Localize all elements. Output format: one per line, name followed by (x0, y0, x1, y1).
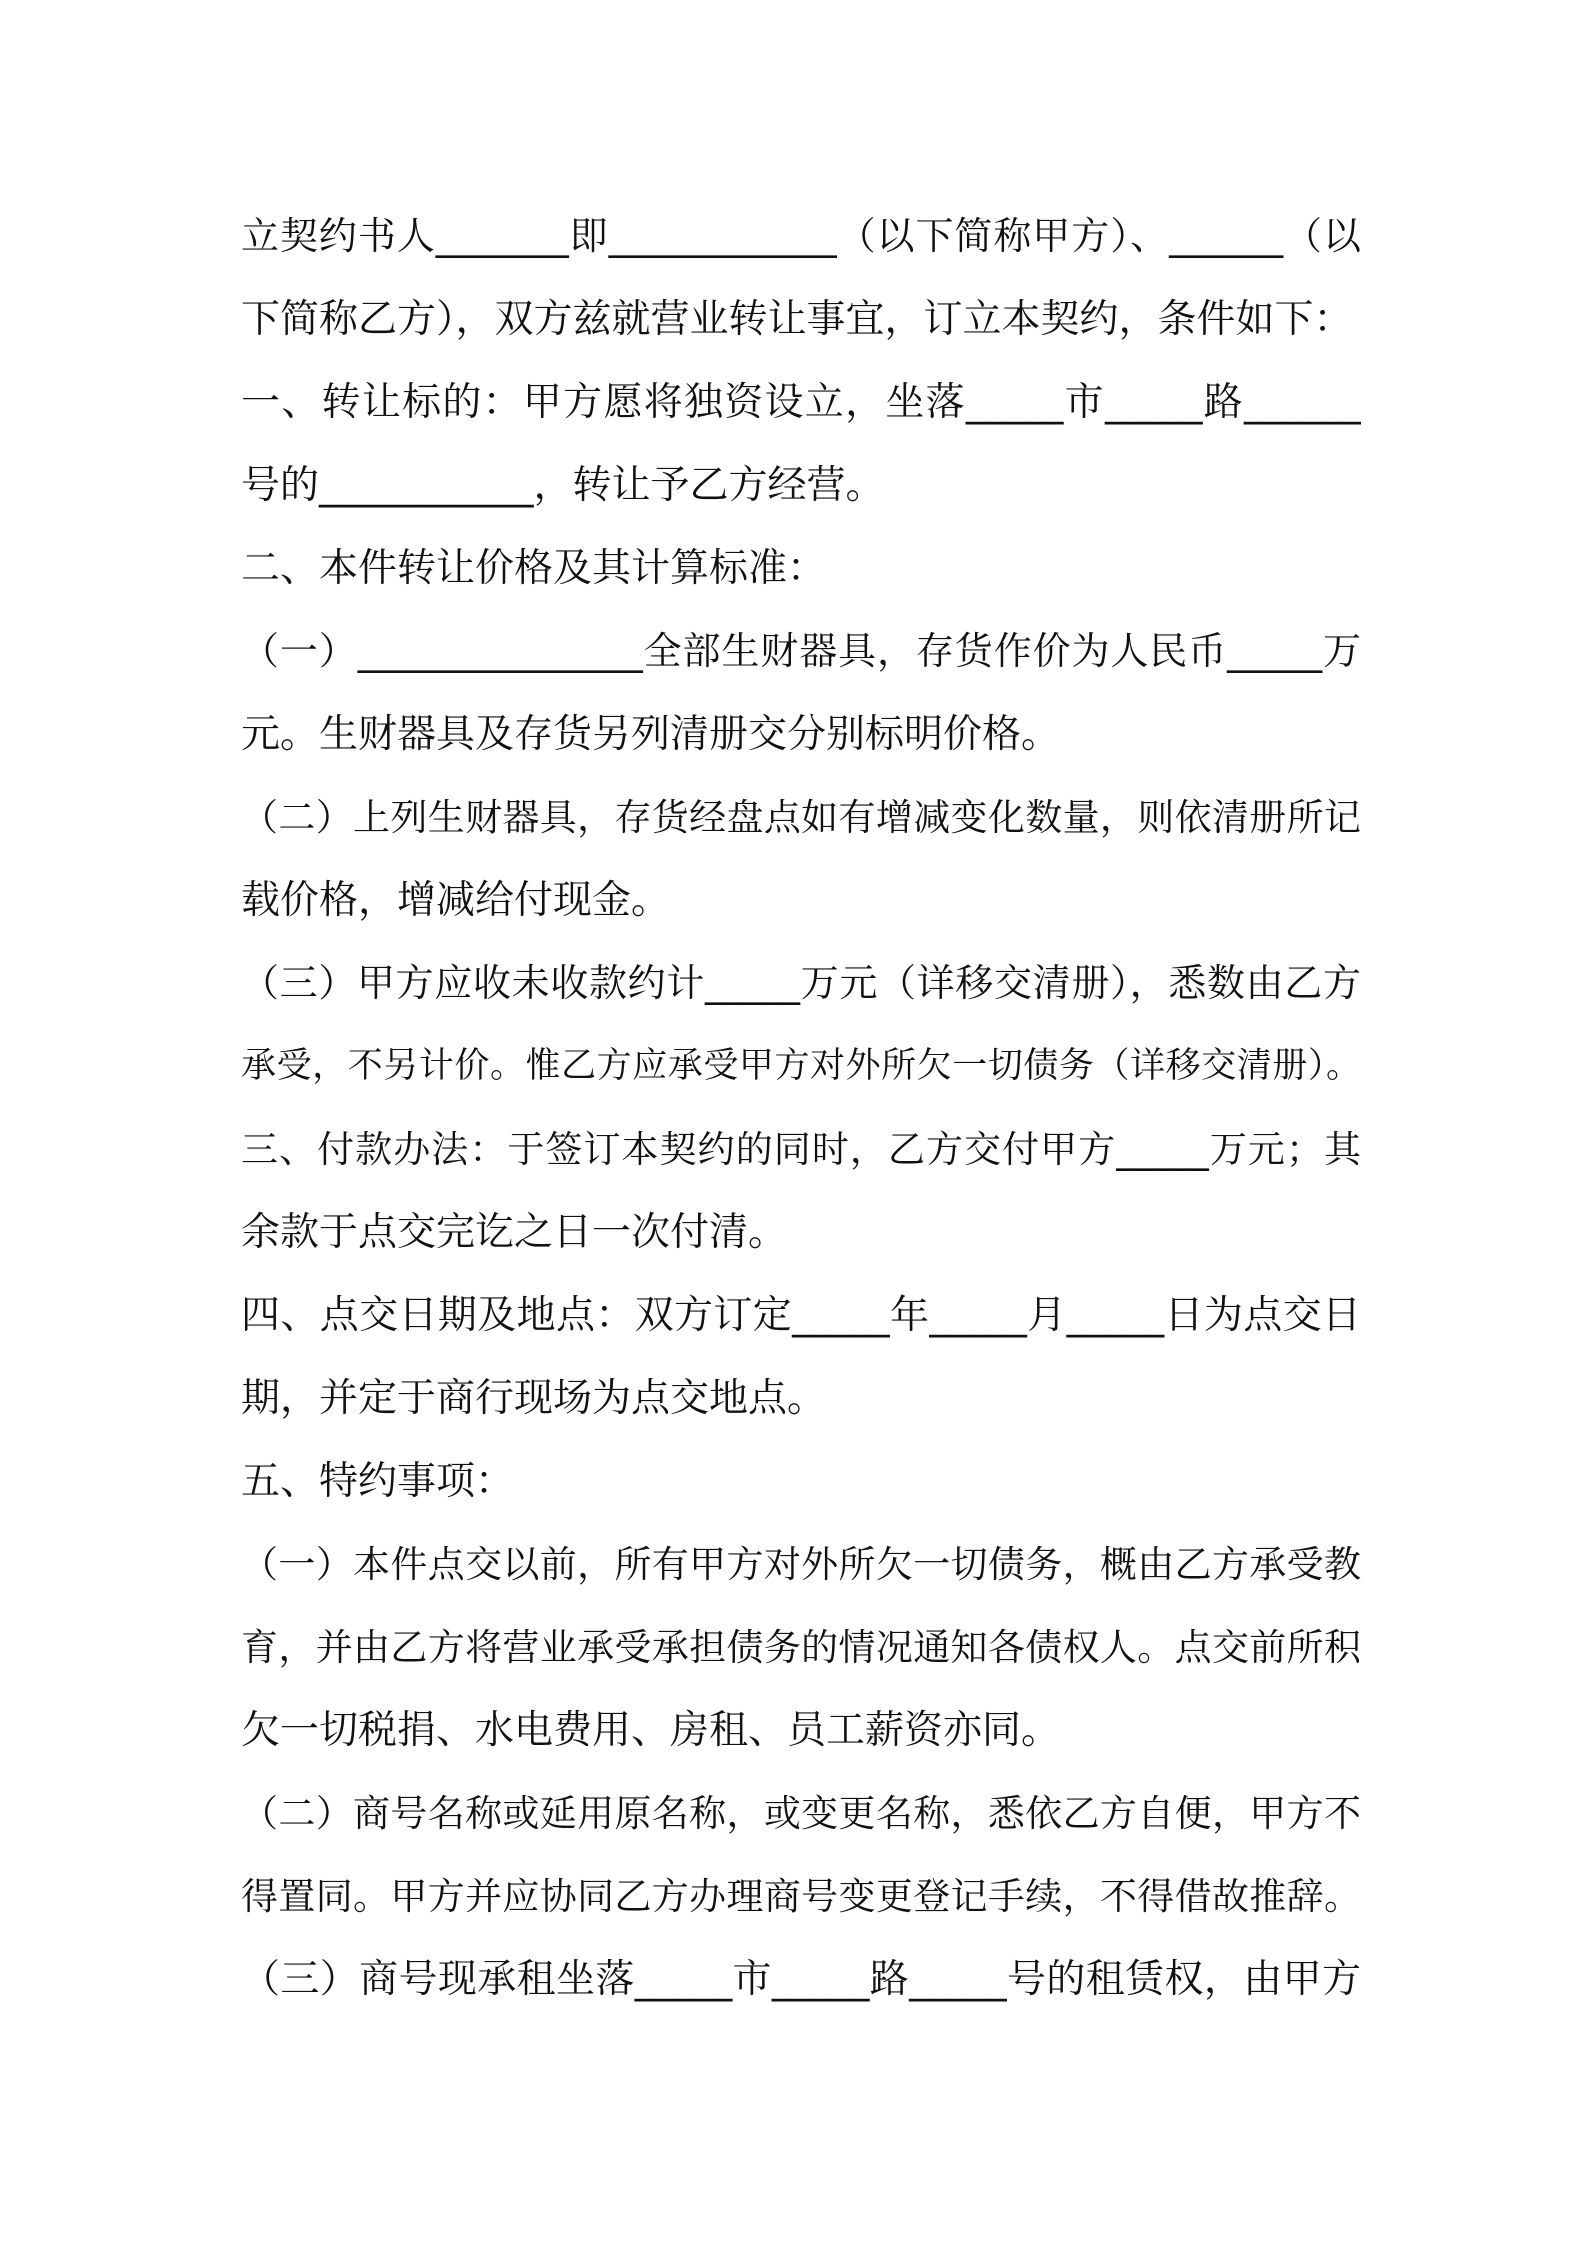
contract-line-3: 一、转让标的：甲方愿将独资设立，坐落_____市_____路______ (241, 380, 1361, 425)
contract-line-1: 立契约书人_______即____________（以下简称甲方）、______（以 (241, 214, 1361, 258)
contract-line-12: 三、付款办法：于签订本契约的同时，乙方交付甲方_____万元；其 (241, 1128, 1361, 1171)
contract-line-16: 五、特约事项： (241, 1459, 515, 1504)
contract-line-7: 元。生财器具及存货另列清册交分别标明价格。 (241, 712, 1061, 757)
contract-line-21: 得置同。甲方并应协同乙方办理商号变更登记手续，不得借故推辞。 (241, 1875, 1361, 1918)
contract-line-11: 承受，不另计价。惟乙方应承受甲方对外所欠一切债务（详移交清册）。 (241, 1046, 1361, 1086)
contract-line-14: 四、点交日期及地点：双方订定_____年_____月_____日为点交日 (241, 1293, 1361, 1338)
contract-line-19: 欠一切税捐、水电费用、房租、员工薪资亦同。 (241, 1708, 1061, 1753)
contract-line-6: （一）_______________全部生财器具，存货作价为人民币_____万 (241, 629, 1361, 673)
contract-line-17: （一）本件点交以前，所有甲方对外所欠一切债务，概由乙方承受教 (241, 1543, 1361, 1586)
contract-line-10: （三）甲方应收未收款约计_____万元（详移交清册），悉数由乙方 (241, 961, 1361, 1005)
contract-line-20: （二）商号名称或延用原名称，或变更名称，悉依乙方自便，甲方不 (241, 1792, 1361, 1835)
contract-line-4: 号的___________，转让予乙方经营。 (241, 463, 885, 508)
contract-line-15: 期，并定于商行现场为点交地点。 (241, 1376, 827, 1421)
contract-line-22: （三）商号现承租坐落_____市_____路_____号的租赁权，由甲方 (241, 1957, 1361, 2002)
contract-line-18: 育，并由乙方将营业承受承担债务的情况通知各债权人。点交前所积 (241, 1626, 1361, 1669)
contract-body (241, 195, 1361, 2021)
contract-line-13: 余款于点交完讫之日一次付清。 (241, 1210, 788, 1255)
contract-line-2: 下简称乙方），双方兹就营业转让事宜，订立本契约，条件如下： (241, 297, 1353, 342)
contract-line-8: （二）上列生财器具，存货经盘点如有增减变化数量，则依清册所记 (241, 796, 1361, 839)
contract-line-5: 二、本件转让价格及其计算标准： (241, 546, 827, 591)
contract-line-9: 载价格，增减给付现金。 (241, 878, 671, 923)
